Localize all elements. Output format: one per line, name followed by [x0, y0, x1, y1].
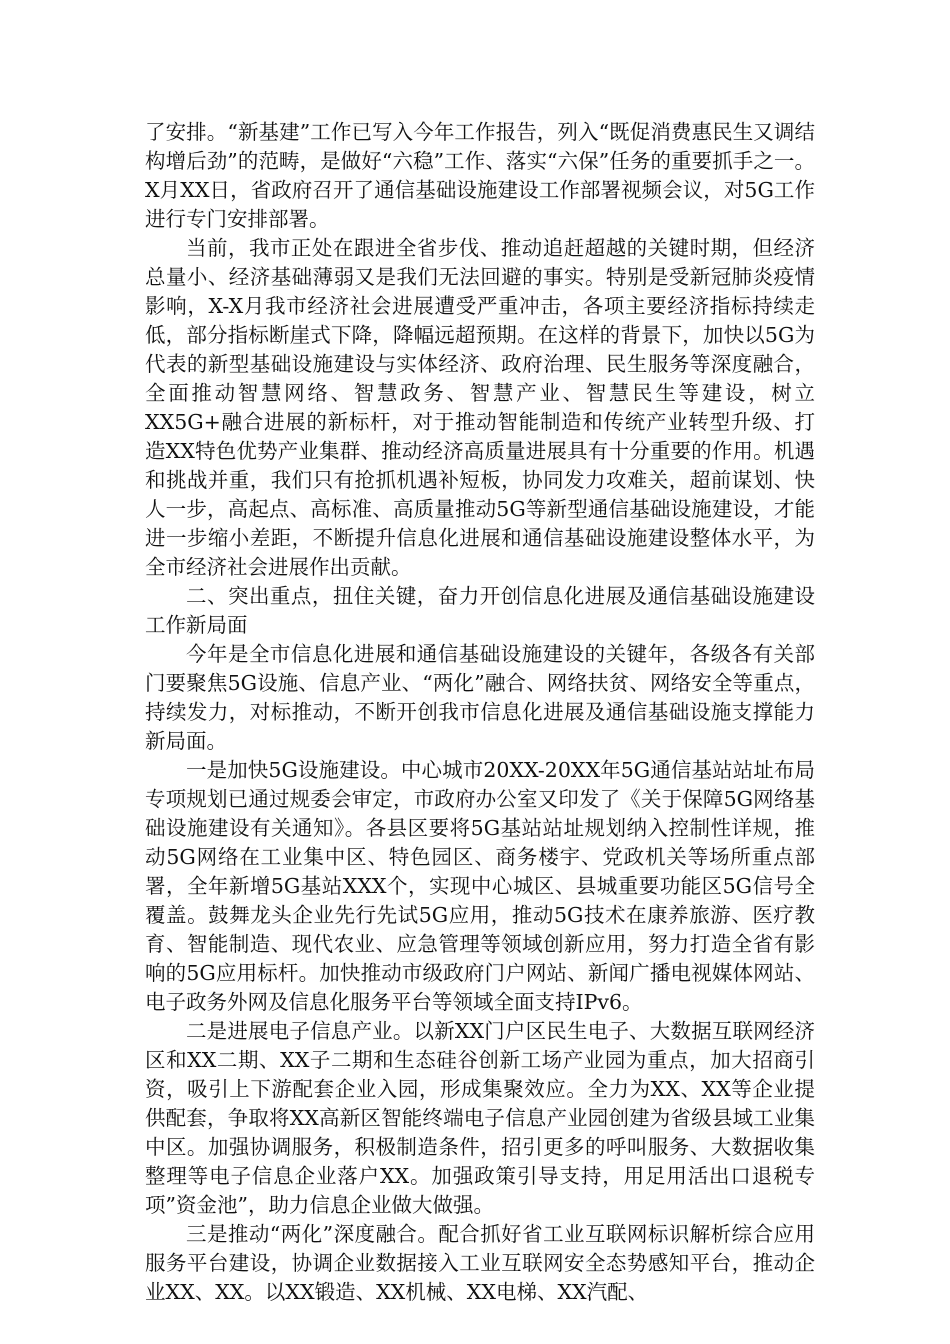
section-heading-2: 二、突出重点，扭住关键，奋力开创信息化进展及通信基础设施建设工作新局面 — [145, 584, 815, 637]
paragraph-6: 三是推动“两化”深度融合。配合抓好省工业互联网标识解析综合应用服务平台建设，协调企业数据接入工业互联网安全态势感知平台，推动企业XX、XX。以XX锻造、XX机械、XX电梯、XX汽配、 — [145, 1222, 815, 1304]
paragraph-5: 二是进展电子信息产业。以新XX门户区民生电子、大数据互联网经济区和XX二期、XX子二期和生态硅谷创新工场产业园为重点，加大招商引资，吸引上下游配套企业入园，形成集聚效应。全力为XX、XX等企业提供配套，争取将XX高新区智能终端电子信息产业园创建为省级县域工业集中区。加强协调服务，积极制造条件，招引更多的呼叫服务、大数据收集整理等电子信息企业落户XX。加强政策引导支持，用足用活出口退税专项”资金池”，助力信息企业做大做强。 — [145, 1019, 815, 1217]
paragraph-1: 了安排。“新基建”工作已写入今年工作报告，列入“既促消费惠民生又调结构增后劲”的范畴，是做好“六稳”工作、落实“六保”任务的重要抓手之一。X月XX日，省政府召开了通信基础设施建设工作部署视频会议，对5G工作进行专门安排部署。 — [145, 120, 815, 231]
document-body — [145, 118, 815, 1307]
paragraph-3: 今年是全市信息化进展和通信基础设施建设的关键年，各级各有关部门要聚焦5G设施、信息产业、“两化”融合、网络扶贫、网络安全等重点，持续发力，对标推动，不断开创我市信息化进展及通信基础设施支撑能力新局面。 — [145, 642, 815, 753]
paragraph-2: 当前，我市正处在跟进全省步伐、推动追赶超越的关键时期，但经济总量小、经济基础薄弱又是我们无法回避的事实。特别是受新冠肺炎疫情影响，X-X月我市经济社会进展遭受严重冲击，各项主要经济指标持续走低，部分指标断崖式下降，降幅远超预期。在这样的背景下，加快以5G为代表的新型基础设施建设与实体经济、政府治理、民生服务等深度融合，全面推动智慧网络、智慧政务、智慧产业、智慧民生等建设，树立XX5G+融合进展的新标杆，对于推动智能制造和传统产业转型升级、打造XX特色优势产业集群、推动经济高质量进展具有十分重要的作用。机遇和挑战并重，我们只有抢抓机遇补短板，协同发力攻难关，超前谋划、快人一步，高起点、高标准、高质量推动5G等新型通信基础设施建设，才能进一步缩小差距，不断提升信息化进展和通信基础设施建设整体水平，为全市经济社会进展作出贡献。 — [145, 236, 815, 579]
paragraph-4: 一是加快5G设施建设。中心城市20XX-20XX年5G通信基站站址布局专项规划已通过规委会审定，市政府办公室又印发了《关于保障5G网络基础设施建设有关通知》。各县区要将5G基站站址规划纳入控制性详规，推动5G网络在工业集中区、特色园区、商务楼宇、党政机关等场所重点部署，全年新增5G基站XXX个，实现中心城区、县城重要功能区5G信号全覆盖。鼓舞龙头企业先行先试5G应用，推动5G技术在康养旅游、医疗教育、智能制造、现代农业、应急管理等领域创新应用，努力打造全省有影响的5G应用标杆。加快推动市级政府门户网站、新闻广播电视媒体网站、电子政务外网及信息化服务平台等领域全面支持IPv6。 — [145, 758, 815, 1014]
